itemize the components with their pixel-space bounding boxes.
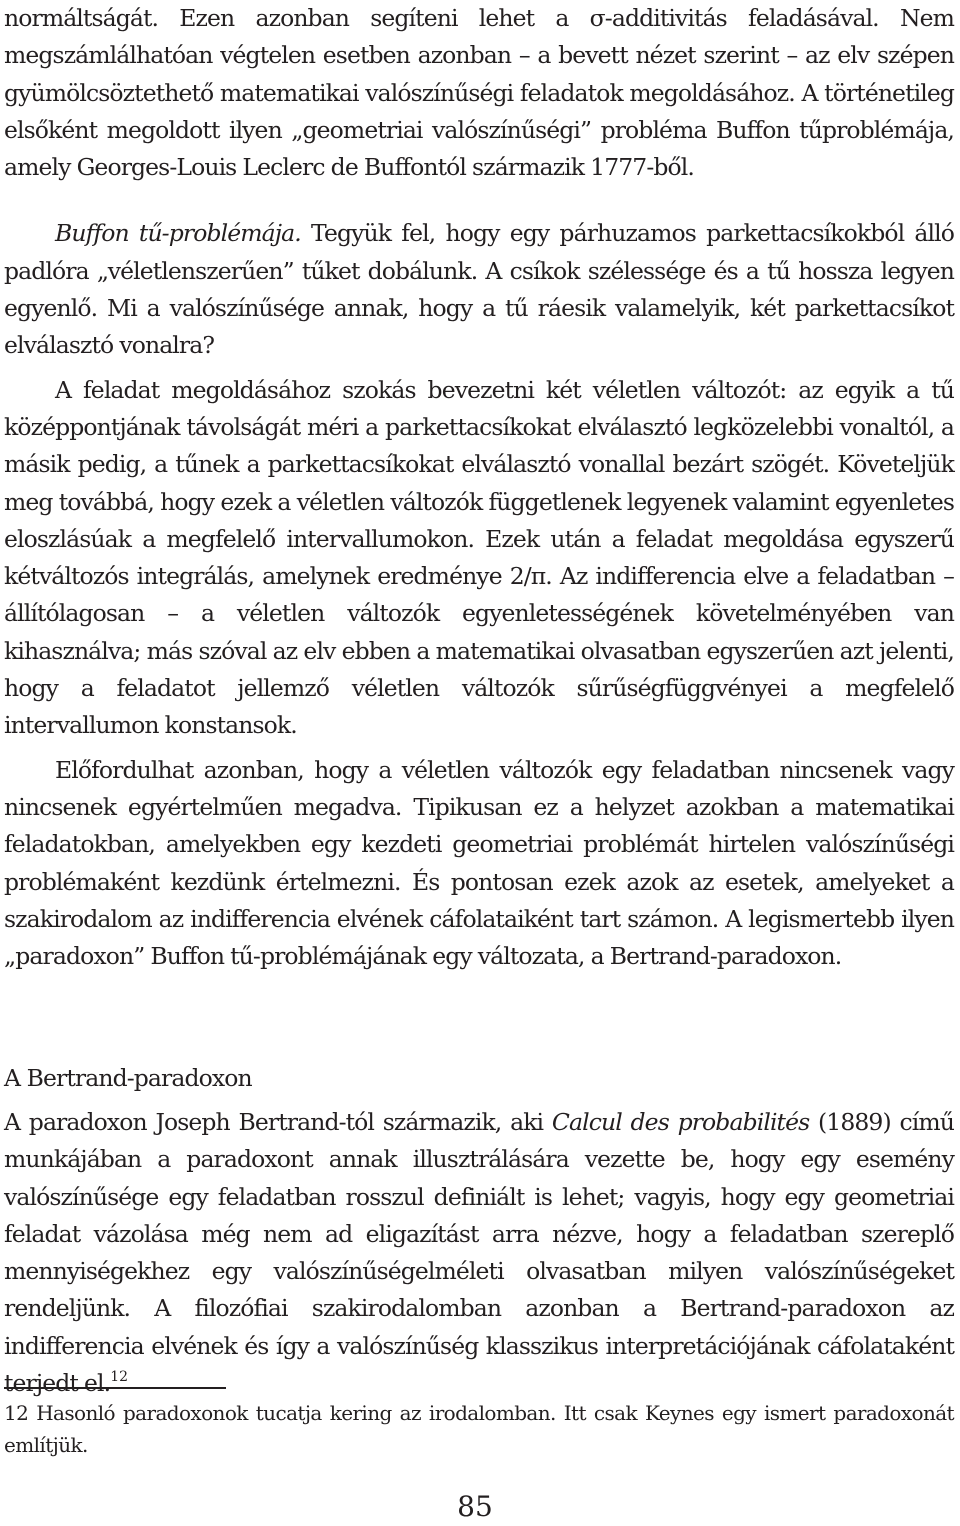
book-title: Calcul des probabilités <box>551 1108 810 1136</box>
paragraph-1-text: normáltságát. Ezen azonban segíteni lehet a σ-additivitás feladásával. Nem megszámlálhatóan végtelen esetben azonban – a bevett nézet szerint – az elv szépen gyümölcsöztethető matematikai valószínűségi feladatok megoldásához. A történetileg elsőként megoldott ilyen „geometriai valószínűségi” probléma Buffon tűproblémája, amely Georges-Louis Leclerc de Buffontól származik 1777-ből. <box>4 4 954 182</box>
paragraph-solution <box>4 372 954 745</box>
bertrand-text-after: (1889) című munkájában a paradoxont annak illusztrálására vezette be, hogy egy esemény valószínűsége egy feladatban rosszul definiált is lehet; vagyis, hogy egy geometriai feladat vázolása még nem ad eligazítást arra nézve, hogy a feladatban szereplő mennyiségekhez egy valószínűségelméleti olvasatban milyen valószínűségeket rendeljünk. A filozófiai szakirodalomban azonban a Bertrand-paradoxon az indifferencia elvének és így a valószínűség klasszikus interpretációjának cáfolataként terjedt el. <box>4 1108 954 1398</box>
buffon-problem-text: Tegyük fel, hogy egy párhuzamos parkettacsíkokból álló padlóra „véletlenszerűen” tűket dobálunk. A csíkok szélessége és a tű hossza legyen egyenlő. Mi a valószínűsége annak, hogy a tű ráesik valamelyik, két parkettacsíkot elválasztó vonalra? <box>4 219 955 360</box>
paragraph-buffon-problem <box>4 215 954 364</box>
paragraph-solution-text: A feladat megoldásához szokás bevezetni két véletlen változót: az egyik a tű középpontjának távolságát méri a parkettacsíkokat elválasztó legközelebbi vonaltól, a másik pedig, a tűnek a parkettacsíkokat elválasztó vonallal bezárt szögét. Követeljük meg továbbá, hogy ezek a véletlen változók függetlenek legyenek valamint egyenletes eloszlásúak a megfelelő intervallumokon. Ezek után a feladat megoldása egyszerű kétváltozós integrálás, amelynek eredménye 2/π. Az indifferencia elve a feladatban – állítólagosan – a véletlen változók egyenletességének követelményében van kihasználva; más szóval az elv ebben a matematikai olvasatban egyszerűen azt jelenti, hogy a feladatot jellemző véletlen változók sűrűségfüggvényei a megfelelő intervallumon konstansok. <box>4 375 954 740</box>
page-number: 85 <box>457 1490 493 1523</box>
section-heading: A Bertrand-paradoxon <box>4 1064 252 1092</box>
section-body <box>4 1104 954 1402</box>
paragraph-undefined-variables-text: Előfordulhat azonban, hogy a véletlen változók egy feladatban nincsenek vagy nincsenek egyértelműen megadva. Tipikusan ez a helyzet azokban a matematikai feladatokban, amelyekben egy kezdeti geometriai problémát hirtelen valószínűségi problémaként kezdünk értelmezni. És pontosan ezek azok az esetek, amelyeket a szakirodalom az indifferencia elvének cáfolataiként tart számon. A legismertebb ilyen „paradoxon” Buffon tű-problémájának egy változata, a Bertrand-paradoxon. <box>4 755 954 971</box>
bertrand-paragraph <box>4 1104 954 1402</box>
bertrand-text-before: A paradoxon Joseph Bertrand-tól származik, aki <box>4 1108 552 1136</box>
paragraph-1 <box>4 0 954 186</box>
document-page <box>4 0 954 975</box>
footnote-reference: 12 <box>110 1369 129 1386</box>
footnote-12: 12 Hasonló paradoxonok tucatja kering az irodalomban. Itt csak Keynes egy ismert paradoxonát említjük. <box>4 1401 954 1457</box>
buffon-problem-title: Buffon tű-problémája. <box>55 219 301 248</box>
paragraph-undefined-variables <box>4 752 954 976</box>
footnote-divider <box>4 1387 226 1389</box>
